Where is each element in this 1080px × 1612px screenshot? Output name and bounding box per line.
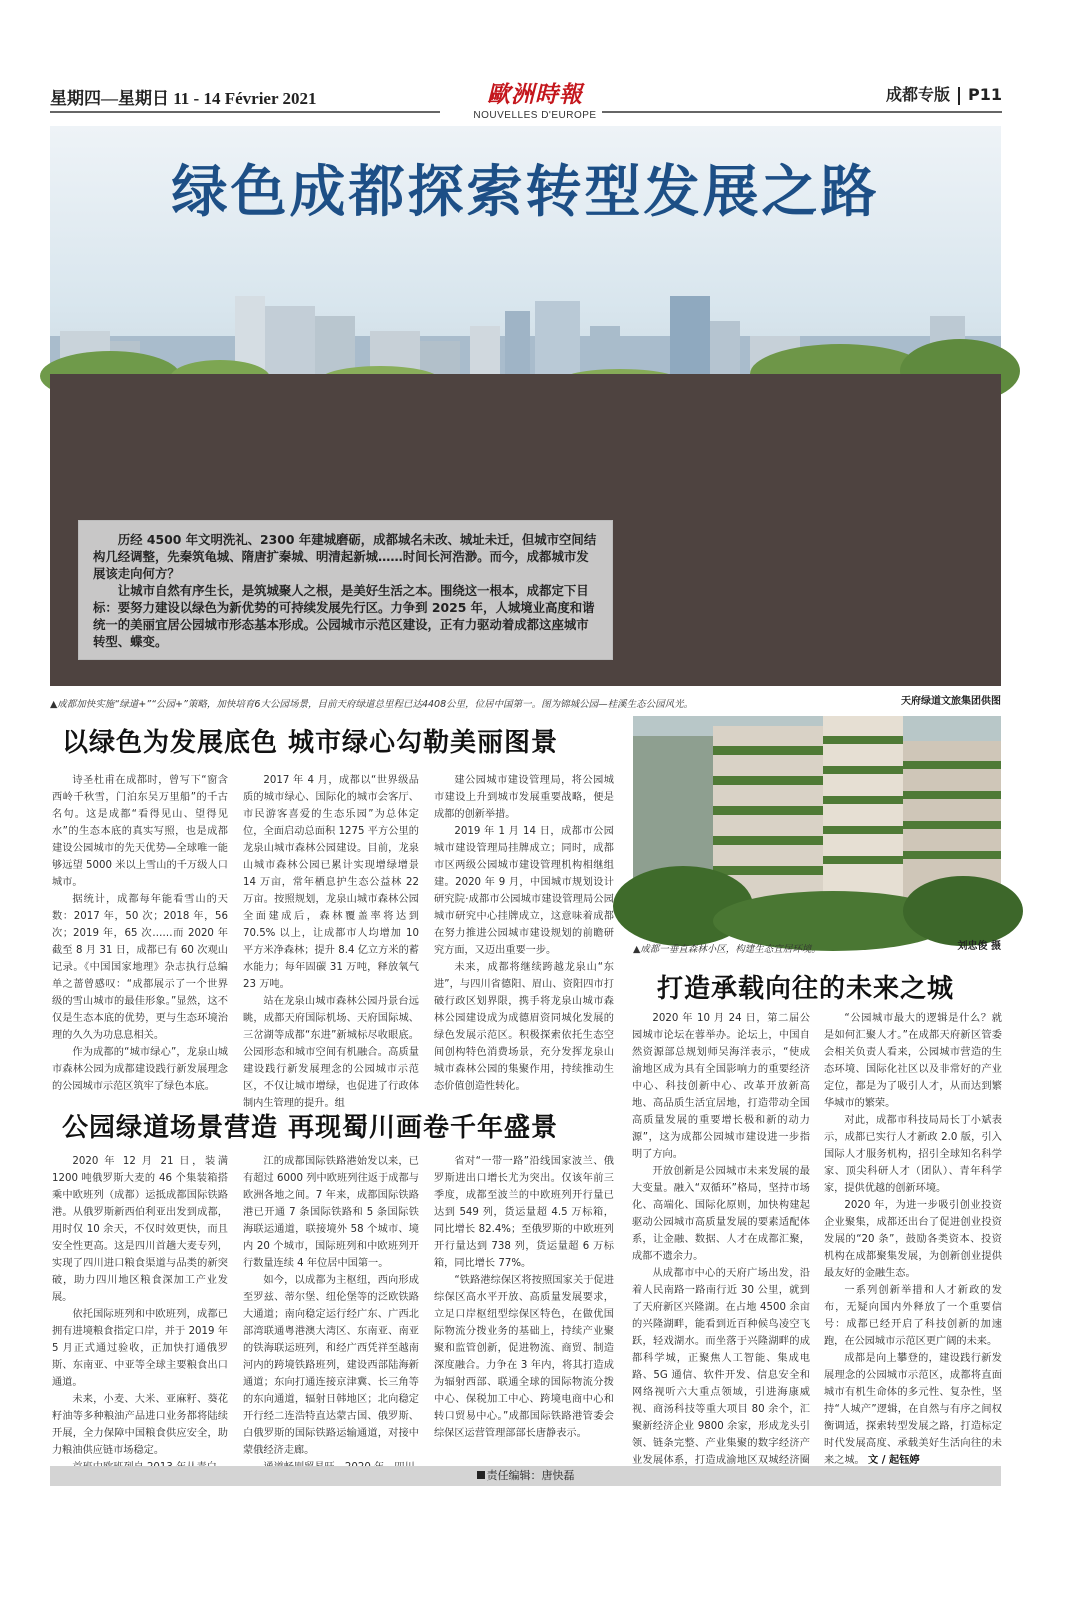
article1-column-2	[243, 772, 419, 1109]
hero-caption-text: ▲成都加快实施“绿道+”“公园+”策略，加快培育6大公园场景，目前天府绿道总里程已达4408公里，位居中国第一。图为锦城公园—桂溪生态公园风光。	[50, 699, 694, 710]
article2-column-2	[243, 1153, 419, 1456]
header-rule-right	[602, 111, 1002, 113]
hero-photo	[50, 126, 1001, 686]
paragraph: 对此，成都市科技局局长丁小斌表示，成都已实行人才新政 2.0 版，引入国际人才服务机构，招引全球知名科学家、顶尖科研人才（团队）、青年科学家，提供优越的创新环境。	[824, 1115, 1002, 1194]
vertical-forest-image	[633, 716, 1001, 934]
vertical-forest-caption-text: ▲成都一垂直森林小区，构建生态宜居环境。	[633, 944, 821, 955]
paragraph: 2020 年 10 月 24 日，第二届公园城市论坛在蓉举办。论坛上，中国自然资源部总规划师吴海洋表示，“使成渝地区成为具有全国影响力的重要经济中心、科技创新中心、改革开放新高地、高品质生活宜居地，打造带动全国高质量发展的重要增长极和新的动力源”，这为成都公园城市建设进一步指明了方向。	[632, 1013, 810, 1160]
city-skyline-image	[50, 296, 1001, 386]
logo-chinese: 歐洲時報	[487, 81, 583, 108]
issue-date: 星期四—星期日 11 - 14 Février 2021	[50, 89, 317, 108]
paragraph: 建公园城市建设管理局，将公园城市建设上升到城市发展重要战略，便是成都的创新举措。	[434, 775, 614, 820]
article1-heading: 以绿色为发展底色 城市绿心勾勒美丽图景	[62, 728, 559, 758]
paragraph: 从成都市中心的天府广场出发，沿着人民南路一路南行近 30 公里，就到了天府新区兴隆湖。在占地 4500 余亩的兴隆湖畔，能看到近百种候鸟凌空飞跃，轻戏湖水。而坐落于兴隆湖畔的成都科学城，正聚焦人工智能、集成电路、5G 通信、软件开发、信息安全和网络视听六大重点领域，引进海康威视、商汤科技等重大项目 80 余个，汇聚新经济企业 9800 余家，形成龙头引领、链条完整、产业集聚的数字经济产业发展体系，打造成渝地区双城经济圈	[632, 1268, 810, 1466]
editor-credit: 责任编辑：唐快磊	[486, 1469, 575, 1482]
paragraph: 站在龙泉山城市森林公园丹景台远眺，成都天府国际机场、天府国际城、三岔湖等成都“东进”新城标尽收眼底。公园形态和城市空间有机融合。高质量建设践行新发展理念的公园城市示范区，不仅让城市增绿，也促进了行政体制内生管理的提升。组	[243, 996, 419, 1109]
vertical-forest-credit: 刘忠俊 摄	[957, 941, 1001, 952]
intro-paragraph: 让城市自然有序生长，是筑城聚人之根，是美好生活之本。围绕这一根本，成都定下目标：要努力建设以绿色为新优势的可持续发展先行区。力争到 2025 年，人城境业高度和谐统一的美丽宜居公园城市形态基本形成。公园城市示范区建设，正有力驱动着成都这座城市转型、蝶变。	[93, 583, 595, 649]
newspaper-logo	[465, 76, 605, 121]
paragraph: 江的成都国际铁路港始发以来，已有超过 6000 列中欧班列往返于成都与欧洲各地之间。7 年来，成都国际铁路港已开通 7 条国际铁路和 5 条国际铁海联运通道，联接境外 58 个城市、境内 20 个城市，国际班列和中欧班列开行数量连续 4 年位居中国第一。	[243, 1156, 419, 1269]
paragraph: 2020 年 12 月 21 日，装满 1200 吨俄罗斯大麦的 46 个集装箱搭乘中欧班列（成都）运抵成都国际铁路港。从俄罗斯新西伯利亚出发到成都，用时仅 10 余天，不仅时效更快，而且安全性更高。这是四川首趟大麦专列，实现了四川进口粮食渠道与品类的新突破，助力四川地区粮食深加工产业发展。	[52, 1156, 228, 1303]
hero-photo-credit: 天府绿道文旅集团供图	[901, 696, 1001, 707]
paragraph: 2017 年 4 月，成都以“世界级品质的城市绿心、国际化的城市会客厅、市民游客喜爱的生态乐园”为总体定位，全面启动总面积 1275 平方公里的龙泉山城市森林公园建设。目前，龙泉山城市森林公园已累计实现增绿增景 14 万亩，常年栖息护生态公益林 22 万亩。按照规划，龙泉山城市森林公园全面建成后，森林覆盖率将达到 70.5% 以上，让成都市人均增加 10 平方米净森林；提升 8.4 亿立方米的蓄水能力；每年固碳 31 万吨，释放氧气 23 万吨。	[243, 775, 419, 990]
article2-column-1	[52, 1153, 228, 1456]
paragraph: 如今，以成都为主枢纽，西向形成至罗兹、蒂尔堡、纽伦堡等的泛欧铁路大通道；南向稳定运行经广东、广西北部湾联通粤港澳大湾区、东南亚、南亚的铁海联运班列，和经广西凭祥至越南河内的跨境铁路班列，建设西部陆海新通道；东向打通连接京津冀、长三角等的东向通道，辐射日韩地区；北向稳定开行经二连浩特直达蒙古国、俄罗斯、白俄罗斯的国际铁路运输通道，对接中蒙俄经济走廊。	[243, 1275, 419, 1456]
page-title: 绿色成都探索转型发展之路	[171, 159, 880, 225]
paragraph: 一系列创新举措和人才新政的发布，无疑向国内外释放了一个重要信号：成都已经开启了科技创新的加速跑，在公园城市示范区更广阔的未来。	[824, 1285, 1002, 1347]
paragraph: 未来，小麦、大米、亚麻籽、葵花籽油等多种粮油产品进口业务都将陆续开展，全力保障中国粮食供应安全，助力粮油供应链市场稳定。	[52, 1394, 228, 1456]
intro-box	[78, 520, 613, 660]
page-footer	[50, 1466, 1001, 1486]
article3-column-1	[632, 1010, 810, 1466]
paragraph: 2019 年 1 月 14 日，成都市公园城市建设管理局挂牌成立；同时，成都市区两级公园城市建设管理机构相继组建。2020 年 9 月，中国城市规划设计研究院·成都市公园城市建设管理局公园城市研究中心挂牌成立，这意味着成都在努力推进公园城市建设规划的前瞻研究方面，又迈出重要一步。	[434, 826, 614, 956]
header-rule-left	[50, 111, 440, 113]
author-signoff: 文 / 起钰婷	[868, 1455, 920, 1466]
paragraph: 省对“一带一路”沿线国家波兰、俄罗斯进出口增长尤为突出。仅该年前三季度，成都至波兰的中欧班列开行量已达到 549 列，货运量超 4.5 万标箱，同比增长 82.4%；至俄罗斯的中欧班列开行量达到 738 列，货运量超 6 万标箱，同比增长 77%。	[434, 1156, 614, 1269]
paragraph: “铁路港综保区将按照国家关于促进综保区高水平开放、高质量发展要求，立足口岸枢纽型综保区特色，在做优国际物流分拨业务的基础上，持续产业聚聚和监管创新，促进物流、商贸、制造深度融合。力争在 3 年内，将其打造成为辐射西部、联通全球的国际物流分拨中心、保税加工中心、跨境电商中心和转口贸易中心。”成都国际铁路港管委会综保区运营管理部部长唐静表示。	[434, 1275, 614, 1439]
paragraph: 未来，成都将继续跨越龙泉山“东进”，与四川省德阳、眉山、资阳四市打破行政区划界限，携手将龙泉山城市森林公园建设成为成德眉资同城化发展的绿色发展示范区。积极探索依托生态空间创构特色消费场景，充分发挥龙泉山城市森林公园的集聚作用，持续推动生态价值创造性转化。	[434, 962, 614, 1092]
section-separator	[958, 87, 960, 105]
article3-heading: 打造承载向往的未来之城	[657, 974, 955, 1004]
section-name: 成都专版	[885, 85, 950, 104]
paragraph-text: 成都是向上攀登的，建设践行新发展理念的公园城市示范区，成都将直面城市有机生命体的多元性、复杂性，坚持“人城产”逻辑，在自然与有序之间权衡调适，探索转型发展之路，打造标定时代发展高度、承载美好生活向往的未来之城。	[824, 1353, 1002, 1466]
page-header	[50, 76, 1002, 121]
paragraph: 诗圣杜甫在成都时，曾写下“窗含西岭千秋雪，门泊东吴万里船”的千古名句。这是成都“看得见山、望得见水”的生态本底的真实写照，也是成都建设公园城市的先天优势—全球唯一能够远望 5000 米以上雪山的千万级人口城市。	[52, 775, 228, 888]
hero-caption	[50, 692, 1001, 708]
page-number: P11	[968, 85, 1002, 104]
article1-column-3	[434, 772, 614, 1092]
paragraph: 据统计，成都每年能看雪山的天数：2017 年，50 次；2018 年，56 次；2019 年，65 次……而 2020 年截至 8 月 31 日，成都已有 60 次观山记录。《中国国家地理》杂志执行总编单之蔷曾感叹：“成都展示了一个世界级的雪山城市的最佳形象。”显然，这不仅是生态本底的优势，更与生态环境治理的久久为功息息相关。	[52, 894, 228, 1041]
article1-column-1	[52, 772, 228, 1092]
section-page	[886, 82, 1002, 105]
article3-column-2	[824, 1010, 1002, 1466]
paragraph: 2020 年，为进一步吸引创业投资企业聚集，成都还出台了促进创业投资发展的“20 条”，鼓励各类资本、投资机构在成都聚集发展，为创新创业提供最友好的金融生态。	[824, 1200, 1002, 1279]
article2-heading: 公园绿道场景营造 再现蜀川画卷千年盛景	[62, 1113, 559, 1143]
vertical-forest-photo	[633, 716, 1001, 934]
paragraph	[824, 1350, 1002, 1469]
paragraph: “公园城市最大的逻辑是什么？就是如何汇聚人才。”在成都天府新区管委会相关负责人看来，公园城市营造的生态环境、国际化社区以及非常好的产业定位，都是为了吸引人才，从而达到繁华城市的繁荣。	[824, 1013, 1002, 1109]
vertical-forest-caption	[633, 937, 1001, 955]
paragraph: 开放创新是公园城市未来发展的最大变量。融入“双循环”格局，坚持市场化、高端化、国际化原则，加快构建起驱动公园城市高质量发展的要素适配体系，让金融、数据、人才在成都汇聚，成都不遗余力。	[632, 1166, 810, 1262]
paragraph: 依托国际班列和中欧班列，成都已拥有进境粮食指定口岸，并于 2019 年 5 月正式通过验收，正加快打通俄罗斯、东南亚、中亚等全球主要粮食出口通道。	[52, 1309, 228, 1388]
square-bullet-icon	[477, 1471, 485, 1479]
intro-paragraph: 历经 4500 年文明洗礼、2300 年建城磨砺，成都城名未改、城址未迁，但城市空间结构几经调整，先秦筑龟城、隋唐扩秦城、明清起新城……时间长河浩渺。而今，成都城市发展该走向何方？	[93, 532, 597, 581]
article2-column-3	[434, 1153, 614, 1456]
logo-french: NOUVELLES D'EUROPE	[473, 110, 597, 121]
paragraph: 作为成都的“城市绿心”，龙泉山城市森林公园为成都建设践行新发展理念的公园城市示范区筑牢了绿色本底。	[52, 1047, 228, 1092]
